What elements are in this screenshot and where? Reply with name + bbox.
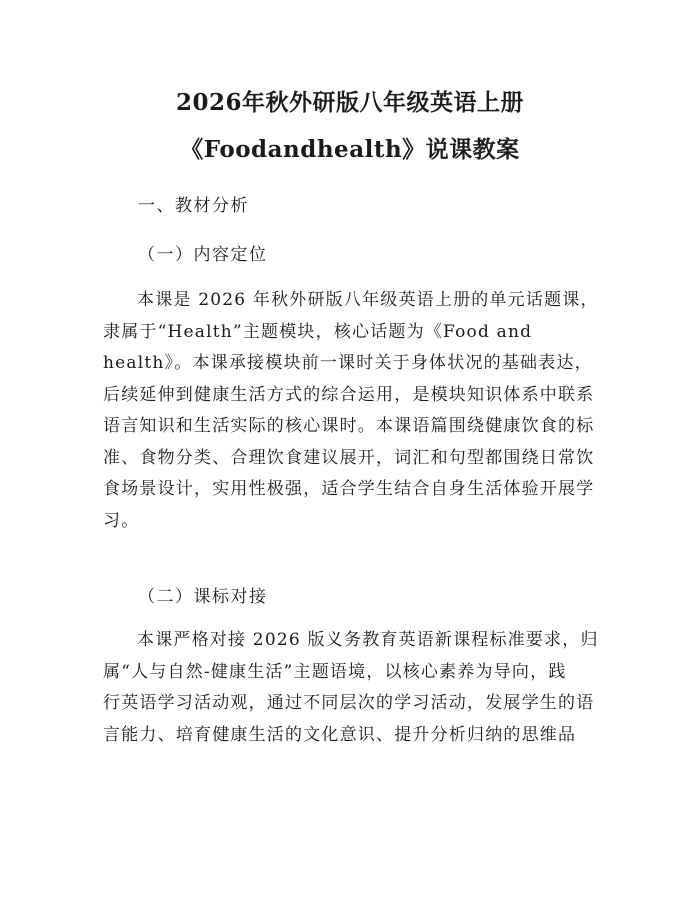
paragraph-line: 食场景设计，实用性极强，适合学生结合自身生活体验开展学 [103,479,595,499]
paragraph-line: 习。 [103,510,140,531]
paragraph-line: 行英语学习活动观，通过不同层次的学习活动，发展学生的语 [103,693,595,713]
paragraph-line: health》。本课承接模块前一课时关于身体状况的基础表达， [103,353,593,373]
paragraph-line: 本课严格对接 2026 版义务教育英语新课程标准要求，归 [137,630,599,650]
paragraph-content-positioning [103,285,603,537]
section-heading-textbook-analysis: 一、教材分析 [138,196,249,216]
subsection-heading-curriculum-alignment: （二）课标对接 [138,587,268,607]
paragraph-curriculum-alignment [103,625,603,751]
paragraph-line: 隶属于“Health”主题模块，核心话题为《Food and [103,321,533,342]
paragraph-line: 准、食物分类、合理饮食建议展开，词汇和句型都围绕日常饮 [103,447,595,468]
subsection-heading-content-positioning: （一）内容定位 [138,245,268,265]
paragraph-line: 本课是 2026 年秋外研版八年级英语上册的单元话题课， [137,290,599,310]
document-title-line-1: 2026年秋外研版八年级英语上册 [175,89,524,116]
paragraph-line: 语言知识和生活实际的核心课时。本课语篇围绕健康饮食的标 [103,416,595,436]
paragraph-line: 后续延伸到健康生活方式的综合运用，是模块知识体系中联系 [103,384,595,405]
document-title-line-2: 《Foodandhealth》说课教案 [180,136,520,163]
paragraph-line: 属“人与自然-健康生活”主题语境，以核心素养为导向，践 [103,661,567,682]
paragraph-line: 言能力、培育健康生活的文化意识、提升分析归纳的思维品 [103,724,577,745]
